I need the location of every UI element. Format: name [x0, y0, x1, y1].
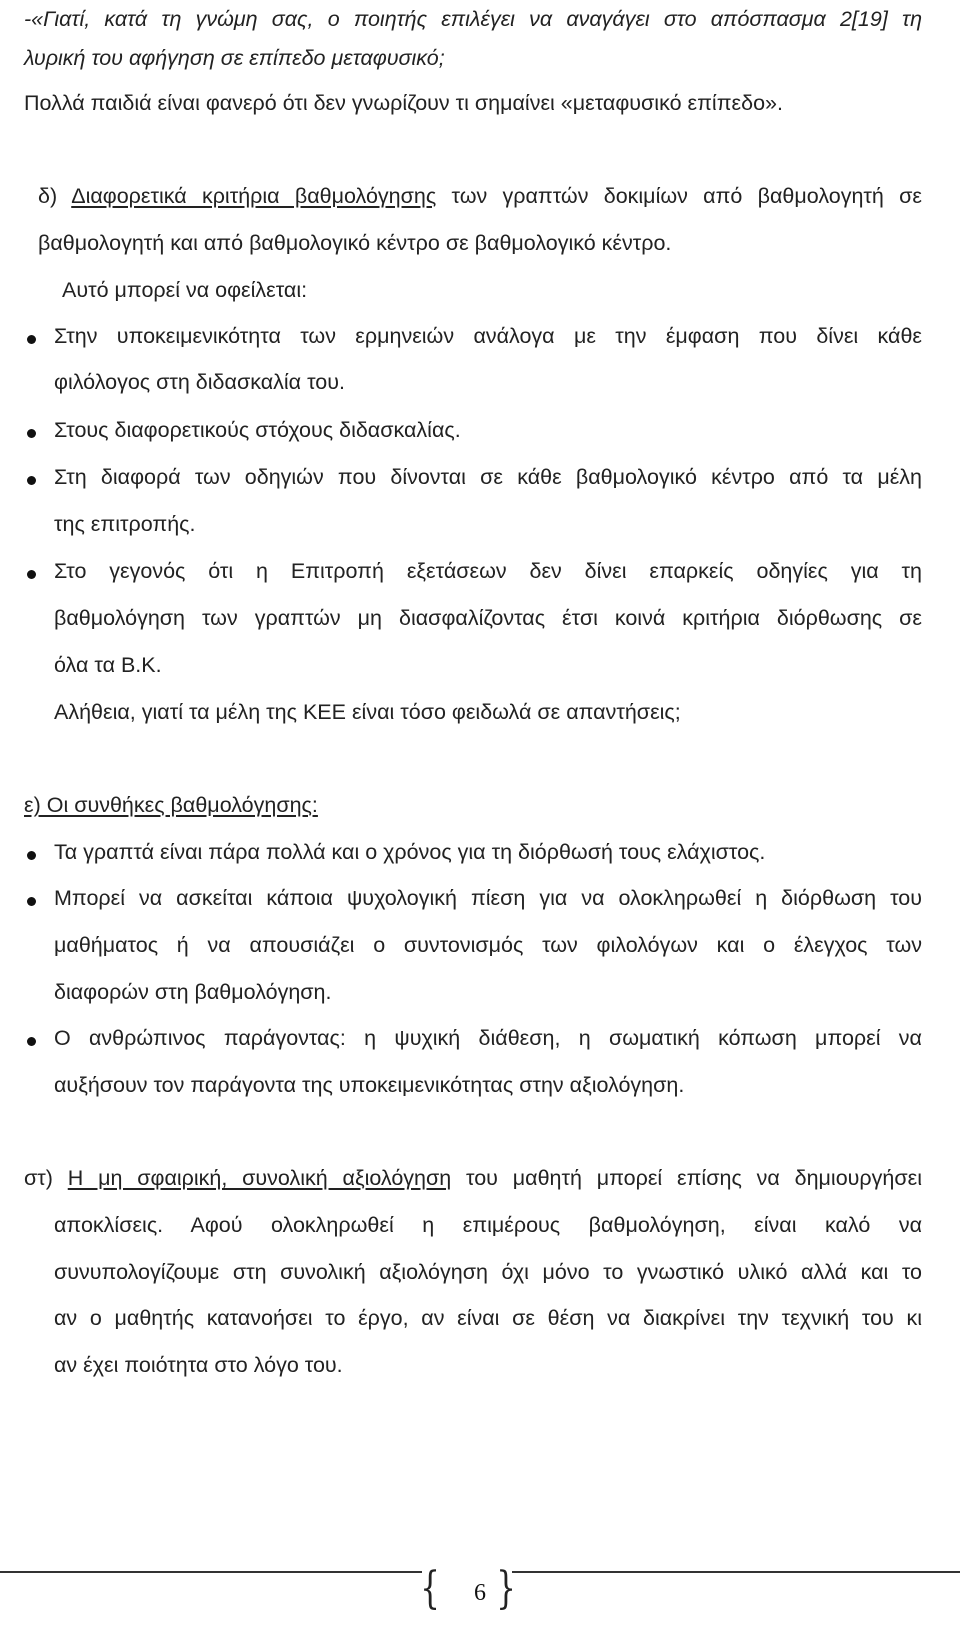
- section-d-bullet-4-line-1: Στο γεγονός ότι η Επιτροπή εξετάσεων δεν δίνει επαρκείς οδηγίες για τη: [54, 559, 922, 583]
- comment-text: Πολλά παιδιά είναι φανερό ότι δεν γνωρίζουν τι σημαίνει «μεταφυσικό επίπεδο».: [24, 91, 783, 115]
- section-st-heading: [24, 1163, 922, 1193]
- section-d-closing: Αλήθεια, γιατί τα μέλη της ΚΕΕ είναι τόσο φειδωλά σε απαντήσεις;: [54, 700, 681, 724]
- section-st-line-2: αποκλίσεις. Αφού ολοκληρωθεί η επιμέρους βαθμολόγηση, είναι καλό να: [54, 1213, 922, 1237]
- section-d-line-2: βαθμολογητή και από βαθμολογικό κέντρο σε βαθμολογικό κέντρο.: [38, 231, 672, 255]
- bullet-dot: [27, 335, 36, 344]
- bullet-dot: [27, 429, 36, 438]
- section-e-bullet-2-line-1: Μπορεί να ασκείται κάποια ψυχολογική πίεση για να ολοκληρωθεί η διόρθωση του: [54, 886, 922, 910]
- section-st-line-3: συνυπολογίζουμε στη συνολική αξιολόγηση όχι μόνο το γνωστικό υλικό αλλά και το: [54, 1260, 922, 1284]
- footer-brace-left: {: [420, 1563, 440, 1614]
- section-d-bullet-1-line-1: Στην υποκειμενικότητα των ερμηνειών ανάλογα με την έμφαση που δίνει κάθε: [54, 324, 922, 348]
- section-d-underlined: Διαφορετικά κριτήρια βαθμολόγησης: [71, 184, 437, 208]
- section-d-bullet-2-line-1: Στους διαφορετικούς στόχους διδασκαλίας.: [54, 418, 461, 442]
- bullet-dot: [27, 897, 36, 906]
- footer-brace-right: }: [496, 1563, 516, 1614]
- footer-rule-right: [512, 1571, 960, 1573]
- bullet-dot: [27, 476, 36, 485]
- bullet-dot: [27, 1037, 36, 1046]
- quote-line-1: -«Γιατί, κατά τη γνώμη σας, ο ποιητής επιλέγει να αναγάγει στο απόσπασμα 2[19] τη: [24, 7, 922, 31]
- section-d-intro: Αυτό μπορεί να οφείλεται:: [62, 278, 308, 302]
- section-d-rest: των γραπτών δοκιμίων από βαθμολογητή σε: [436, 184, 922, 208]
- footer-rule-left: [0, 1571, 422, 1573]
- section-d-heading: [38, 181, 922, 211]
- section-e-bullet-1-line-1: Τα γραπτά είναι πάρα πολλά και ο χρόνος για τη διόρθωσή τους ελάχιστος.: [54, 840, 766, 864]
- section-e-heading: ε) Οι συνθήκες βαθμολόγησης:: [24, 793, 318, 817]
- bullet-dot: [27, 851, 36, 860]
- section-d-bullet-1-line-2: φιλόλογος στη διδασκαλία του.: [54, 370, 345, 394]
- quote-line-2: λυρική του αφήγηση σε επίπεδο μεταφυσικό;: [24, 46, 445, 70]
- section-d-bullet-3-line-1: Στη διαφορά των οδηγιών που δίνονται σε κάθε βαθμολογικό κέντρο από τα μέλη: [54, 465, 922, 489]
- section-d-bullet-3-line-2: της επιτροπής.: [54, 512, 196, 536]
- section-st-rest: του μαθητή μπορεί επίσης να δημιουργήσει: [451, 1166, 922, 1190]
- section-d-bullet-4-line-3: όλα τα Β.Κ.: [54, 653, 162, 677]
- section-d-prefix: δ): [38, 184, 72, 208]
- section-e-bullet-2-line-3: διαφορών στη βαθμολόγηση.: [54, 980, 332, 1004]
- section-d-bullet-4-line-2: βαθμολόγηση των γραπτών μη διασφαλίζοντας έτσι κοινά κριτήρια διόρθωσης σε: [54, 606, 922, 630]
- section-e-bullet-3-line-2: αυξήσουν τον παράγοντα της υποκειμενικότητας στην αξιολόγηση.: [54, 1073, 685, 1097]
- section-st-underlined: Η μη σφαιρική, συνολική αξιολόγηση: [67, 1166, 452, 1190]
- page-number: 6: [474, 1580, 486, 1606]
- section-e-bullet-2-line-2: μαθήματος ή να απουσιάζει ο συντονισμός των φιλολόγων και ο έλεγχος των: [54, 933, 922, 957]
- section-st-line-5: αν έχει ποιότητα στο λόγο του.: [54, 1353, 343, 1377]
- section-st-prefix: στ): [24, 1166, 68, 1190]
- bullet-dot: [27, 570, 36, 579]
- section-st-line-4: αν ο μαθητής κατανοήσει το έργο, αν είναι σε θέση να διακρίνει την τεχνική του κι: [54, 1306, 922, 1330]
- section-e-bullet-3-line-1: Ο ανθρώπινος παράγοντας: η ψυχική διάθεση, η σωματική κόπωση μπορεί να: [54, 1026, 922, 1050]
